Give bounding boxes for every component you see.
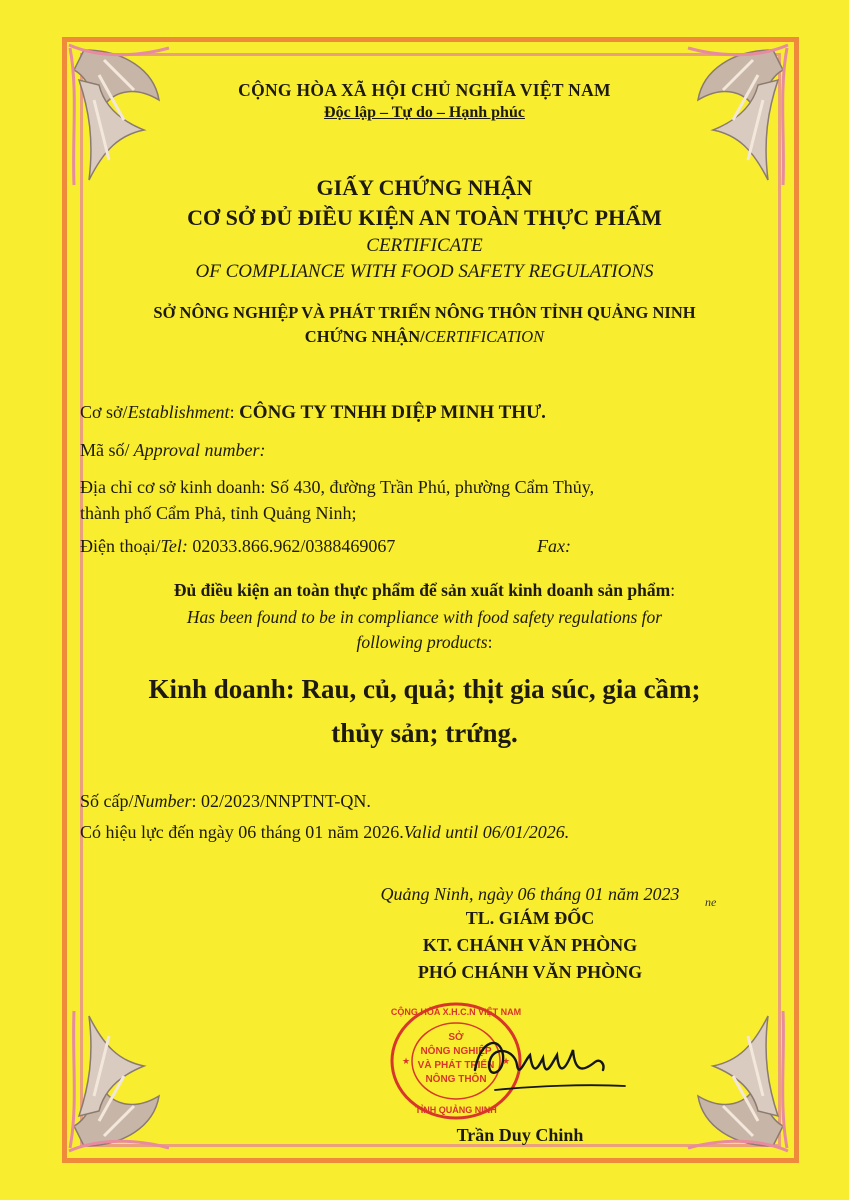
signer-title-1: TL. GIÁM ĐỐC — [465, 908, 595, 928]
number-label-en: Number — [133, 791, 192, 811]
number-row — [80, 791, 371, 812]
svg-text:CỘNG HÒA X.H.C.N VIỆT NAM: CỘNG HÒA X.H.C.N VIỆT NAM — [390, 1007, 522, 1017]
title-vi-line2: CƠ SỞ ĐỦ ĐIỀU KIỆN AN TOÀN THỰC PHẨM — [187, 205, 662, 230]
certification-heading — [0, 327, 849, 347]
compliance-vi-text: Đủ điều kiện an toàn thực phẩm để sản xuất kinh doanh sản phẩm — [173, 580, 671, 600]
handwritten-initials: ne — [705, 895, 717, 909]
country-name: CỘNG HÒA XÃ HỘI CHỦ NGHĨA VIỆT NAM — [238, 80, 611, 100]
approval-row — [80, 440, 265, 461]
products-line2: thủy sản; trứng. — [331, 718, 518, 748]
establishment-value: CÔNG TY TNHH DIỆP MINH THƯ. — [239, 402, 546, 423]
phone-label-vi: Điện thoại/ — [80, 536, 161, 556]
compliance-en-colon: : — [487, 632, 493, 652]
corner-ornament-icon — [64, 1006, 174, 1156]
compliance-en-line2-text: following products — [356, 632, 488, 652]
svg-text:★: ★ — [501, 1056, 511, 1066]
svg-text:NÔNG NGHIỆP: NÔNG NGHIỆP — [420, 1046, 492, 1057]
signer-name: Trần Duy Chinh — [456, 1125, 584, 1145]
place-date: Quảng Ninh, ngày 06 tháng 01 năm 2023 — [380, 884, 680, 904]
establishment-label-en: Establishment — [127, 402, 230, 422]
fax-label: Fax: — [537, 536, 571, 556]
address-line2: thành phố Cẩm Phả, tỉnh Quảng Ninh; — [80, 503, 357, 523]
establishment-colon: : — [229, 402, 240, 422]
establishment-row — [80, 402, 546, 424]
products-line1: Kinh doanh: Rau, củ, quả; thịt gia súc, gia cầm; — [148, 674, 701, 704]
signer-title-3: PHÓ CHÁNH VĂN PHÒNG — [417, 962, 643, 982]
title-en-line1: CERTIFICATE — [366, 235, 483, 256]
certification-en: CERTIFICATION — [424, 327, 545, 346]
establishment-label-vi: Cơ sở/ — [80, 402, 128, 422]
validity-en: Valid until 06/01/2026. — [403, 822, 570, 842]
svg-text:NÔNG THÔN: NÔNG THÔN — [425, 1074, 487, 1085]
number-label-vi: Số cấp/ — [80, 791, 134, 811]
svg-text:★: ★ — [401, 1056, 411, 1066]
handwritten-signature-icon — [455, 1020, 630, 1100]
svg-text:VÀ PHÁT TRIỂN: VÀ PHÁT TRIỂN — [417, 1060, 495, 1071]
compliance-en-line2 — [0, 632, 849, 653]
compliance-en-line1: Has been found to be in compliance with food safety regulations for — [186, 607, 663, 627]
title-vi-line1: GIẤY CHỨNG NHẬN — [316, 175, 533, 200]
compliance-vi-colon: : — [670, 580, 676, 600]
address-line1: Địa chỉ cơ sở kinh doanh: Số 430, đường Trần Phú, phường Cẩm Thủy, — [80, 477, 595, 497]
svg-text:TỈNH QUẢNG NINH: TỈNH QUẢNG NINH — [415, 1105, 497, 1115]
certification-vi: CHỨNG NHẬN/ — [304, 327, 425, 346]
corner-ornament-icon — [683, 1006, 793, 1156]
approval-label-vi: Mã số/ — [80, 440, 130, 460]
phone-value: 02033.866.962/0388469067 — [187, 536, 396, 556]
compliance-vi — [0, 580, 849, 601]
title-en-line2: OF COMPLIANCE WITH FOOD SAFETY REGULATIONS — [195, 261, 654, 282]
validity-row — [80, 822, 569, 843]
issuer-name: SỞ NÔNG NGHIỆP VÀ PHÁT TRIỂN NÔNG THÔN TỈNH QUẢNG NINH — [153, 303, 696, 322]
phone-label-en: Tel: — [160, 536, 188, 556]
approval-label-en: Approval number: — [129, 440, 266, 460]
number-value: : 02/2023/NNPTNT-QN. — [191, 791, 371, 811]
svg-text:SỞ: SỞ — [448, 1032, 464, 1043]
validity-vi: Có hiệu lực đến ngày 06 tháng 01 năm 2026. — [80, 822, 404, 842]
signer-title-2: KT. CHÁNH VĂN PHÒNG — [422, 935, 638, 955]
national-motto: Độc lập – Tự do – Hạnh phúc — [324, 104, 525, 121]
phone-row — [80, 536, 395, 557]
